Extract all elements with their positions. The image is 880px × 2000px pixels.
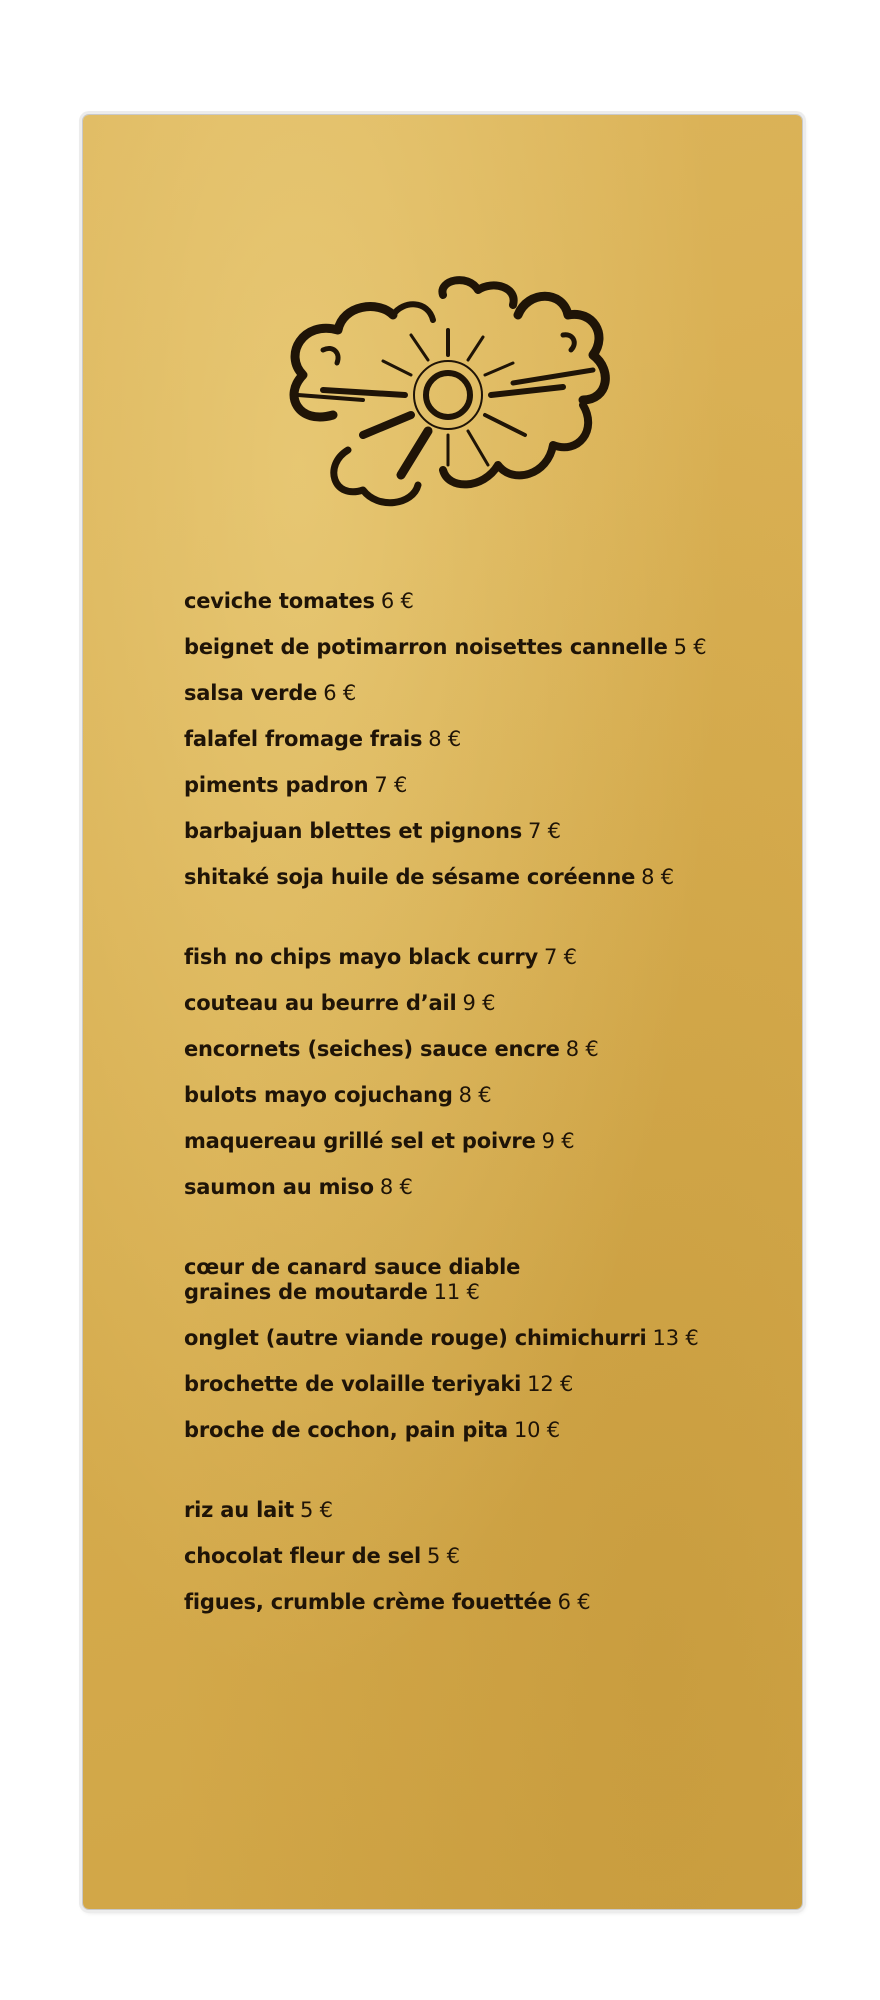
item-name: shitaké soja huile de sésame coréenne [184,865,636,889]
item-price: 7 € [543,945,577,969]
menu-item [184,945,784,970]
item-price: 8 € [428,727,462,751]
item-price: 6 € [380,589,414,613]
item-price: 7 € [374,773,408,797]
item-name: broche de cochon, pain pita [184,1418,508,1442]
item-price: 9 € [541,1129,575,1153]
item-name: riz au lait [184,1498,294,1522]
menu-item [184,819,784,844]
item-price: 6 € [557,1590,591,1614]
item-price: 13 € [652,1326,699,1350]
item-name: graines de moutarde [184,1280,428,1304]
item-name: couteau au beurre d’ail [184,991,457,1015]
item-price: 8 € [458,1083,492,1107]
item-price: 9 € [462,991,496,1015]
item-name: figues, crumble crème fouettée [184,1590,552,1614]
item-name: fish no chips mayo black curry [184,945,538,969]
menu-item [184,681,784,706]
menu-item [184,773,784,798]
item-name: bulots mayo cojuchang [184,1083,453,1107]
menu-item [184,1544,784,1569]
item-name: onglet (autre viande rouge) chimichurri [184,1326,647,1350]
item-price: 8 € [641,865,674,889]
item-name: ceviche tomates [184,589,375,613]
item-price: 10 € [514,1418,560,1442]
section-divider [184,1464,784,1498]
menu-list [184,589,784,1636]
menu-item [184,727,784,752]
menu-item [184,635,784,660]
menu-item [184,865,784,890]
menu-item [184,1083,784,1108]
item-price: 8 € [379,1175,413,1199]
item-name: falafel fromage frais [184,727,423,751]
item-name: brochette de volaille teriyaki [184,1372,522,1396]
item-name-line1: cœur de canard sauce diable [184,1255,521,1279]
menu-item [184,1326,784,1351]
item-price: 11 € [433,1280,480,1304]
item-price: 7 € [528,819,561,843]
item-price: 8 € [565,1037,599,1061]
sun-flower-logo-icon [263,275,618,510]
item-name: maquereau grillé sel et poivre [184,1129,536,1153]
menu-item [184,1255,784,1305]
item-name: beignet de potimarron noisettes cannelle [184,635,668,659]
menu-item [184,1590,784,1615]
item-price: 5 € [299,1498,333,1522]
menu-item [184,1418,784,1443]
item-price: 6 € [323,681,357,705]
item-name: encornets (seiches) sauce encre [184,1037,560,1061]
item-name: barbajuan blettes et pignons [184,819,523,843]
menu-item [184,991,784,1016]
menu-card [83,115,802,1909]
item-price: 5 € [426,1544,460,1568]
item-name: salsa verde [184,681,318,705]
menu-item [184,1498,784,1523]
menu-item [184,1175,784,1200]
item-name: chocolat fleur de sel [184,1544,421,1568]
section-divider [184,1221,784,1255]
item-name: saumon au miso [184,1175,374,1199]
menu-item [184,1372,784,1397]
menu-item [184,589,784,614]
item-price: 5 € [673,635,707,659]
menu-item [184,1129,784,1154]
menu-item [184,1037,784,1062]
item-name: piments padron [184,773,369,797]
item-price: 12 € [527,1372,574,1396]
section-divider [184,911,784,945]
